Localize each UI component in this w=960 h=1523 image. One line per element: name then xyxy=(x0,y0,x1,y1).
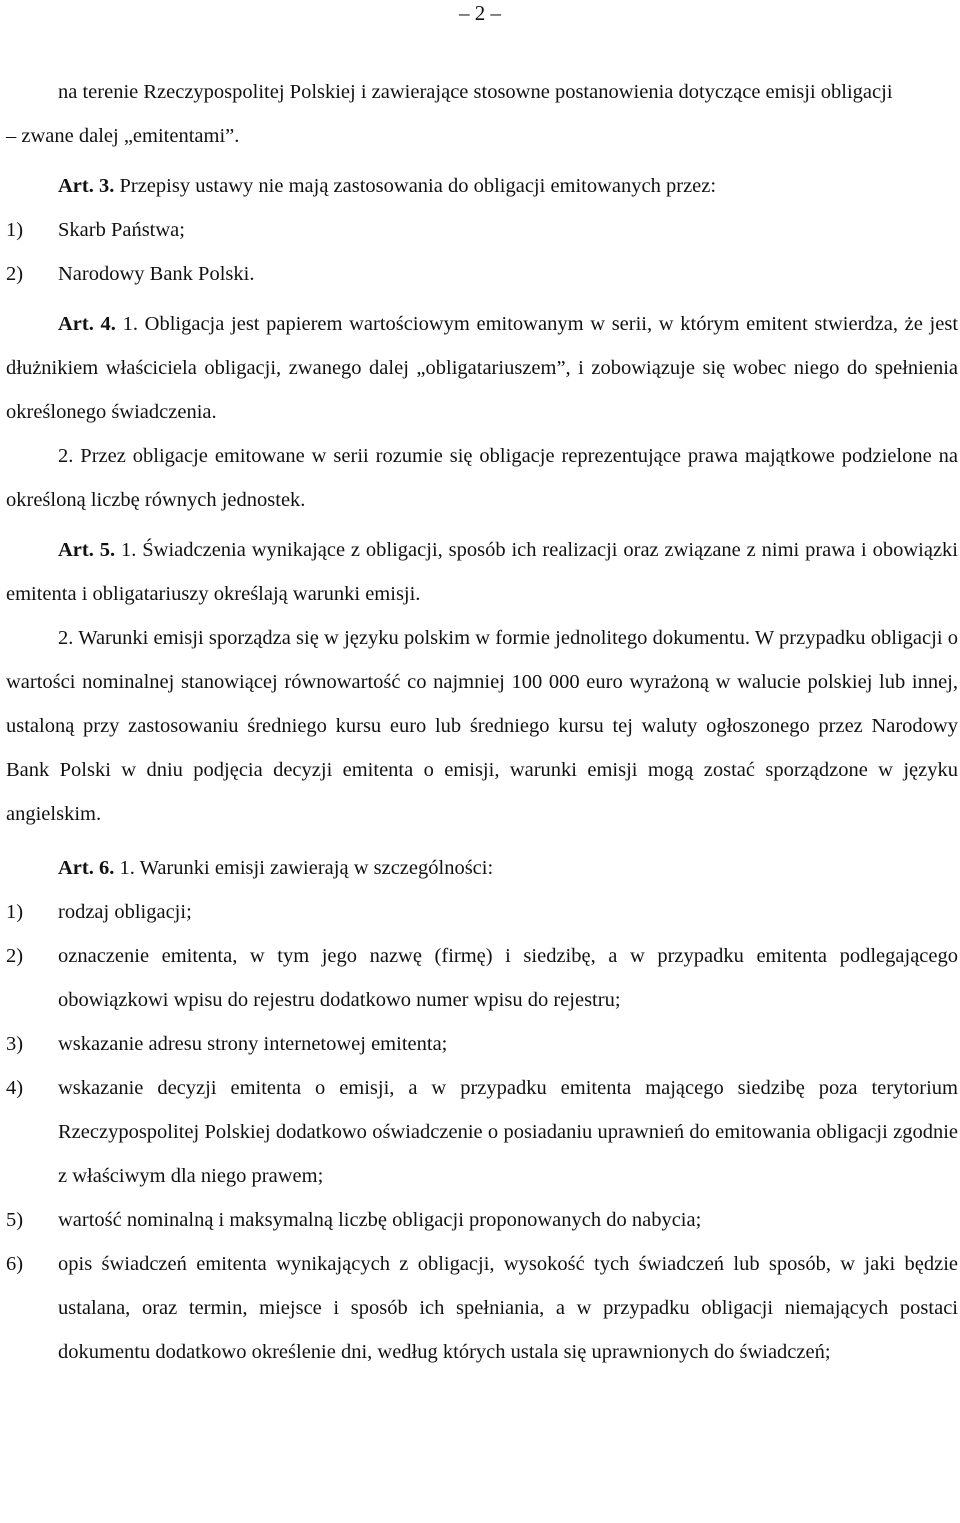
list-item-number: 6) xyxy=(6,1253,24,1275)
article-4-label: Art. 4. xyxy=(58,313,116,335)
list-item-text: Narodowy Bank Polski. xyxy=(58,263,255,285)
document-body xyxy=(6,70,958,1374)
article-4 xyxy=(6,302,958,434)
list-item-number: 4) xyxy=(6,1077,24,1099)
list-item-number: 1) xyxy=(6,219,24,241)
list-item xyxy=(6,890,958,934)
list-item-text: wskazanie decyzji emitenta o emisji, a w przypadku emitenta mającego siedzibę poza terytorium Rzeczypospolitej Polskiej dodatkowo oświadczenie o posiadaniu uprawnień do emitowania obligacji zgodnie z właściwym dla niego prawem; xyxy=(58,1077,958,1187)
article-4-paragraph-1: 1. Obligacja jest papierem wartościowym emitowanym w serii, w którym emitent stwierdza, że jest dłużnikiem właściciela obligacji, zwanego dalej „obligatariuszem”, i zobowiązuje się wobec niego do spełnienia określonego świadczenia. xyxy=(6,313,959,423)
article-5-paragraph-2: 2. Warunki emisji sporządza się w języku polskim w formie jednolitego dokumentu. W przypadku obligacji o wartości nominalnej stanowiącej równowartość co najmniej 100 000 euro wyrażoną w walucie polskiej lub innej, ustaloną przy zastosowaniu średniego kursu euro lub średniego kursu tej waluty ogłoszonego przez Narodowy Bank Polski w dniu podjęcia decyzji emitenta o emisji, warunki emisji mogą zostać sporządzone w języku angielskim. xyxy=(6,627,958,825)
list-item-number: 2) xyxy=(6,263,24,285)
article-5-label: Art. 5. xyxy=(58,539,116,561)
article-6 xyxy=(6,846,958,890)
list-item-number: 5) xyxy=(6,1209,24,1231)
list-item xyxy=(6,1242,958,1374)
list-item xyxy=(6,208,958,252)
list-item-text: rodzaj obligacji; xyxy=(58,901,192,923)
list-item xyxy=(6,1066,958,1198)
list-item-text: wartość nominalną i maksymalną liczbę obligacji proponowanych do nabycia; xyxy=(58,1209,702,1231)
article-6-label: Art. 6. xyxy=(58,857,115,879)
list-item xyxy=(6,1198,958,1242)
intro-closing: – zwane dalej „emitentami”. xyxy=(6,125,240,147)
list-item-text: Skarb Państwa; xyxy=(58,219,185,241)
article-4-paragraph-2: 2. Przez obligacje emitowane w serii rozumie się obligacje reprezentujące prawa majątkowe podzielone na określoną liczbę równych jednostek. xyxy=(6,445,958,511)
list-item xyxy=(6,1022,958,1066)
article-3-label: Art. 3. xyxy=(58,175,115,197)
list-item-text: oznaczenie emitenta, w tym jego nazwę (firmę) i siedzibę, a w przypadku emitenta podlegającego obowiązkowi wpisu do rejestru dodatkowo numer wpisu do rejestru; xyxy=(58,945,958,1011)
page-number: – 2 – xyxy=(459,1,501,25)
article-5-paragraph-1: 1. Świadczenia wynikające z obligacji, sposób ich realizacji oraz związane z nimi prawa i obowiązki emitenta i obligatariuszy określają warunki emisji. xyxy=(6,539,958,605)
list-item-number: 3) xyxy=(6,1033,24,1055)
list-item-text: wskazanie adresu strony internetowej emitenta; xyxy=(58,1033,448,1055)
list-item xyxy=(6,934,958,1022)
intro-text: na terenie Rzeczypospolitej Polskiej i zawierające stosowne postanowienia dotyczące emisji obligacji xyxy=(58,81,893,103)
list-item-text: opis świadczeń emitenta wynikających z obligacji, wysokość tych świadczeń lub sposób, w jaki będzie ustalana, oraz termin, miejsce i sposób ich spełniania, a w przypadku obligacji niemających postaci dokumentu dodatkowo określenie dni, według których ustala się uprawnionych do świadczeń; xyxy=(58,1253,958,1363)
article-3 xyxy=(6,164,958,208)
article-3-text: Przepisy ustawy nie mają zastosowania do obligacji emitowanych przez: xyxy=(119,175,717,197)
article-6-text: 1. Warunki emisji zawierają w szczególności: xyxy=(119,857,494,879)
list-item xyxy=(6,252,958,296)
list-item-number: 2) xyxy=(6,945,24,967)
article-5 xyxy=(6,528,958,616)
list-item-number: 1) xyxy=(6,901,24,923)
